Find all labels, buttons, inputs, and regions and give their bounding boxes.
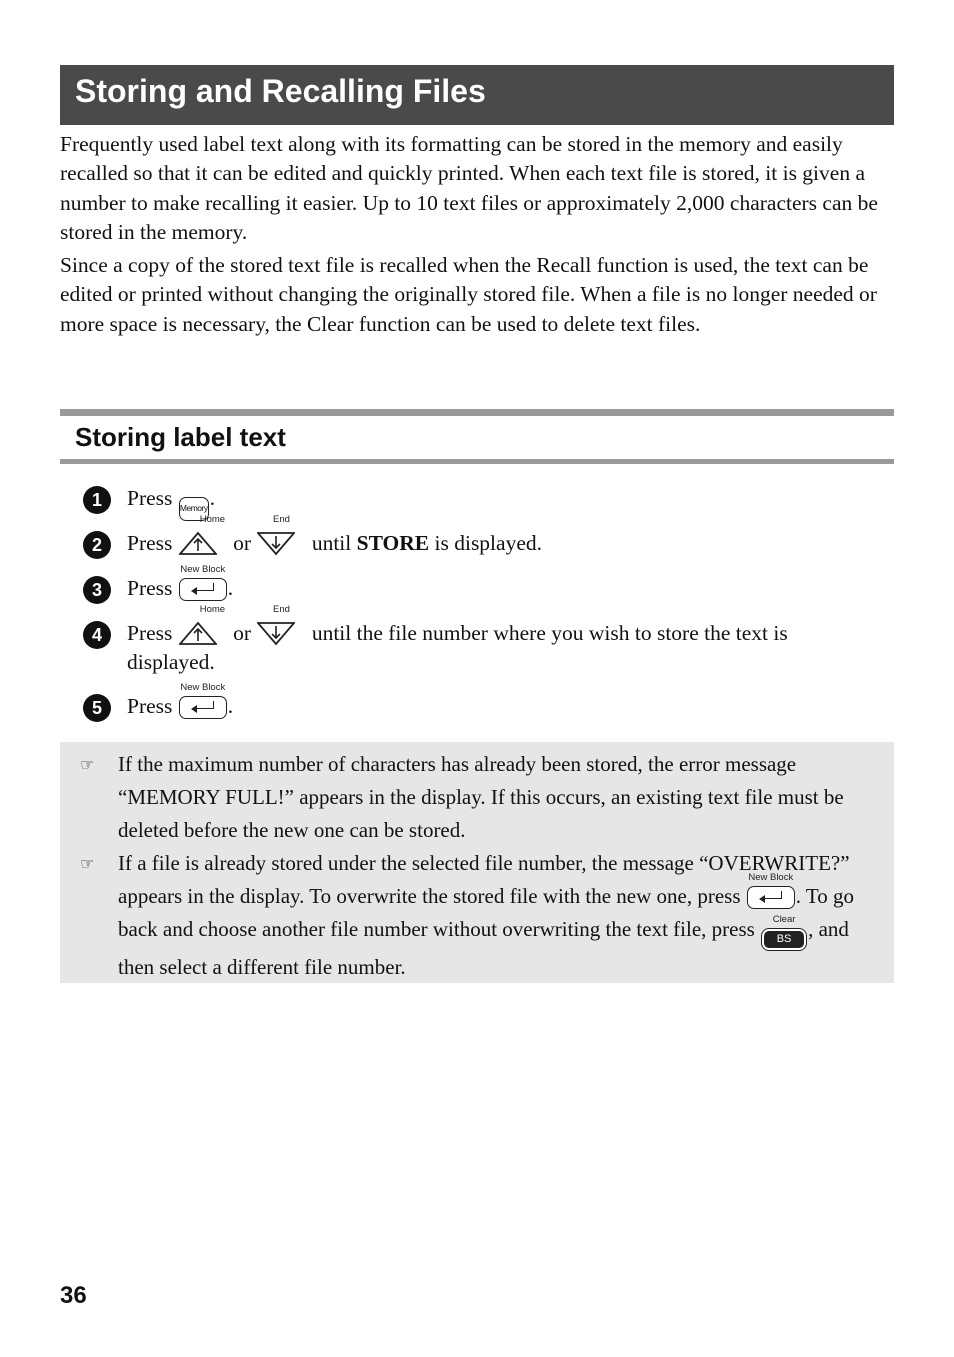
note-1 (80, 748, 874, 847)
up-arrow-key-icon (179, 604, 227, 646)
period: . (227, 694, 234, 718)
end-label: End (273, 604, 290, 615)
subheading: Storing label text (75, 422, 286, 452)
subheading-bar (60, 409, 894, 464)
until-text: until (311, 531, 352, 555)
backspace-key-icon (761, 914, 807, 951)
store-text: STORE (356, 531, 430, 555)
memory-key-icon: Memory (179, 497, 209, 521)
or-text: or (233, 621, 252, 645)
new-block-label: New Block (180, 682, 226, 693)
down-arrow-key-icon (257, 514, 305, 556)
intro-section (60, 130, 894, 343)
enter-key-icon (747, 872, 795, 909)
pointing-hand-icon: ☞ (80, 755, 95, 774)
note-2-text-c: , and then select a different file number. (118, 917, 849, 979)
enter-key-icon (179, 564, 227, 601)
step-3 (83, 564, 917, 603)
note-box (60, 742, 894, 983)
is-displayed-text: is displayed. (434, 531, 542, 555)
step-number-5: 5 (83, 694, 111, 722)
press-text: Press (127, 694, 173, 718)
step-4 (83, 604, 877, 677)
step-5 (83, 682, 917, 721)
new-block-label: New Block (748, 872, 794, 883)
until-file-number-text: until the file number where you wish to store the text is displayed. (127, 621, 788, 674)
press-text: Press (127, 486, 173, 510)
note-2 (80, 847, 874, 984)
new-block-label: New Block (180, 564, 226, 575)
press-text: Press (127, 621, 173, 645)
home-label: Home (199, 514, 226, 525)
step-2 (83, 514, 917, 558)
up-arrow-key-icon (179, 514, 227, 556)
intro-paragraph-1: Frequently used label text along with its formatting can be stored in the memory and easily recalled so that it can be edited and quickly printed. When each text file is stored, it is given a number to make recalling it easier. Up to 10 text files or approximately 2,000 characters can be stored in the memory. (60, 132, 878, 244)
period: . (209, 486, 216, 510)
page-title: Storing and Recalling Files (75, 73, 486, 109)
note-2-text-b: . To go back and choose another file number without overwriting the text file, press (118, 884, 855, 941)
step-number-2: 2 (83, 531, 111, 559)
period: . (227, 576, 234, 600)
home-label: Home (199, 604, 226, 615)
or-text: or (233, 531, 252, 555)
intro-paragraph-2: Since a copy of the stored text file is recalled when the Recall function is used, the text can be edited or printed without changing the originally stored file. When a file is no longer needed or more space is necessary, the Clear function can be used to delete text files. (60, 253, 877, 336)
step-number-3: 3 (83, 576, 111, 604)
step-number-1: 1 (83, 486, 111, 514)
end-label: End (273, 514, 290, 525)
down-arrow-key-icon (257, 604, 305, 646)
enter-key-icon (179, 682, 227, 719)
title-bar (60, 65, 894, 125)
pointing-hand-icon: ☞ (80, 854, 95, 873)
note-1-text: If the maximum number of characters has already been stored, the error message “MEMORY FULL!” appears in the display. If this occurs, an existing text file must be deleted before the new one can be stored. (118, 752, 844, 842)
clear-label: Clear (772, 914, 796, 925)
note-2-text-a: If a file is already stored under the selected file number, the message “OVERWRITE?” appears in the display. To overwrite the stored file with the new one, press (118, 851, 850, 908)
press-text: Press (127, 531, 173, 555)
press-text: Press (127, 576, 173, 600)
bs-label: BS (764, 931, 804, 948)
page-number: 36 (60, 1282, 87, 1309)
step-number-4: 4 (83, 621, 111, 649)
